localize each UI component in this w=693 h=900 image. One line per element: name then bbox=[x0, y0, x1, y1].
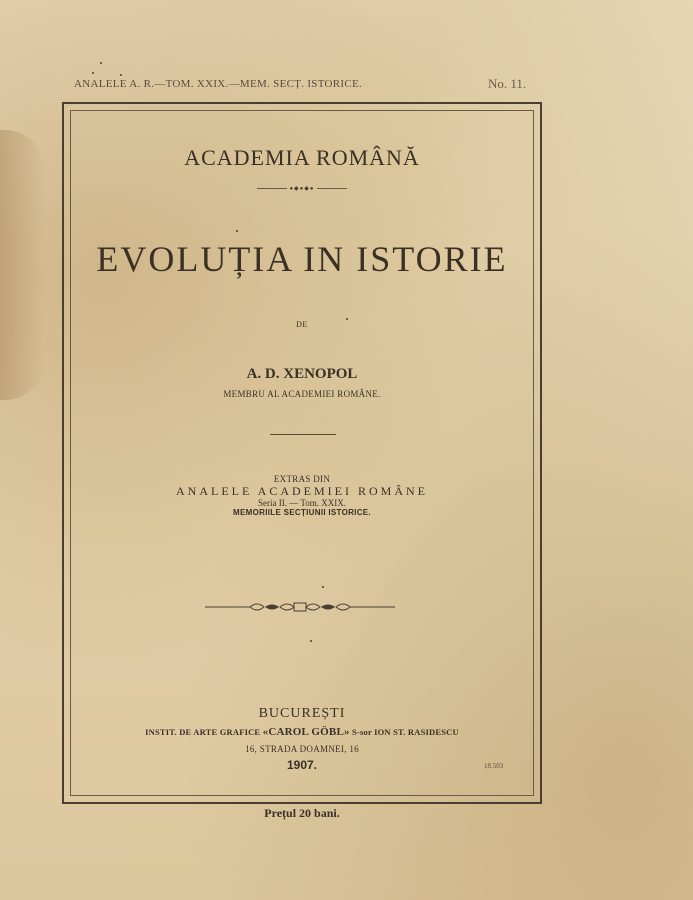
divider-rule bbox=[270, 434, 336, 435]
author-name: A. D. XENOPOL bbox=[246, 366, 358, 382]
series-header: ANALELE A. R.—TOM. XXIX.—MEM. SECȚ. ISTORICE. bbox=[74, 78, 363, 90]
paper-speck bbox=[346, 318, 348, 320]
printer-name: «CAROL GÖBL» bbox=[262, 726, 350, 738]
section-name: MEMORIILE SECȚIUNII ISTORICE. bbox=[233, 508, 371, 517]
book-title: EVOLUȚIA IN ISTORIE bbox=[96, 239, 508, 279]
publication-name: ANALELE ACADEMIEI ROMÂNE bbox=[176, 484, 428, 498]
inner-border bbox=[70, 110, 534, 796]
paper-speck bbox=[236, 230, 238, 232]
printer-suffix: S-sor ION ST. RASIDESCU bbox=[352, 727, 459, 737]
printer-line bbox=[70, 726, 534, 738]
publication-year: 1907. bbox=[286, 758, 318, 772]
paper-speck bbox=[322, 586, 324, 588]
paper-speck bbox=[310, 640, 312, 642]
small-ornament: ●◆●◆● bbox=[70, 185, 534, 192]
academy-name: ACADEMIA ROMÂNĂ bbox=[184, 145, 420, 170]
print-code: 18.503 bbox=[484, 762, 504, 770]
printer-prefix: INSTIT. DE ARTE GRAFICE bbox=[145, 727, 261, 737]
paper-speck bbox=[100, 62, 102, 64]
by-label: DE bbox=[296, 320, 308, 329]
author-role: MEMBRU AL ACADEMIEI ROMÂNE. bbox=[223, 389, 381, 399]
price-label: Prețul 20 bani. bbox=[264, 806, 340, 820]
paper-speck bbox=[92, 72, 94, 74]
issue-number: No. 11. bbox=[488, 76, 527, 91]
printer-address: 16, STRADA DOAMNEI, 16 bbox=[245, 744, 359, 754]
imprint-city: BUCUREȘTI bbox=[258, 706, 346, 721]
paper-speck bbox=[120, 74, 122, 76]
decorative-ornament bbox=[205, 600, 395, 614]
paper-stain bbox=[0, 130, 45, 400]
series-info: Seria II. — Tom. XXIX. bbox=[258, 498, 346, 508]
extract-note: EXTRAS DIN bbox=[273, 474, 331, 484]
